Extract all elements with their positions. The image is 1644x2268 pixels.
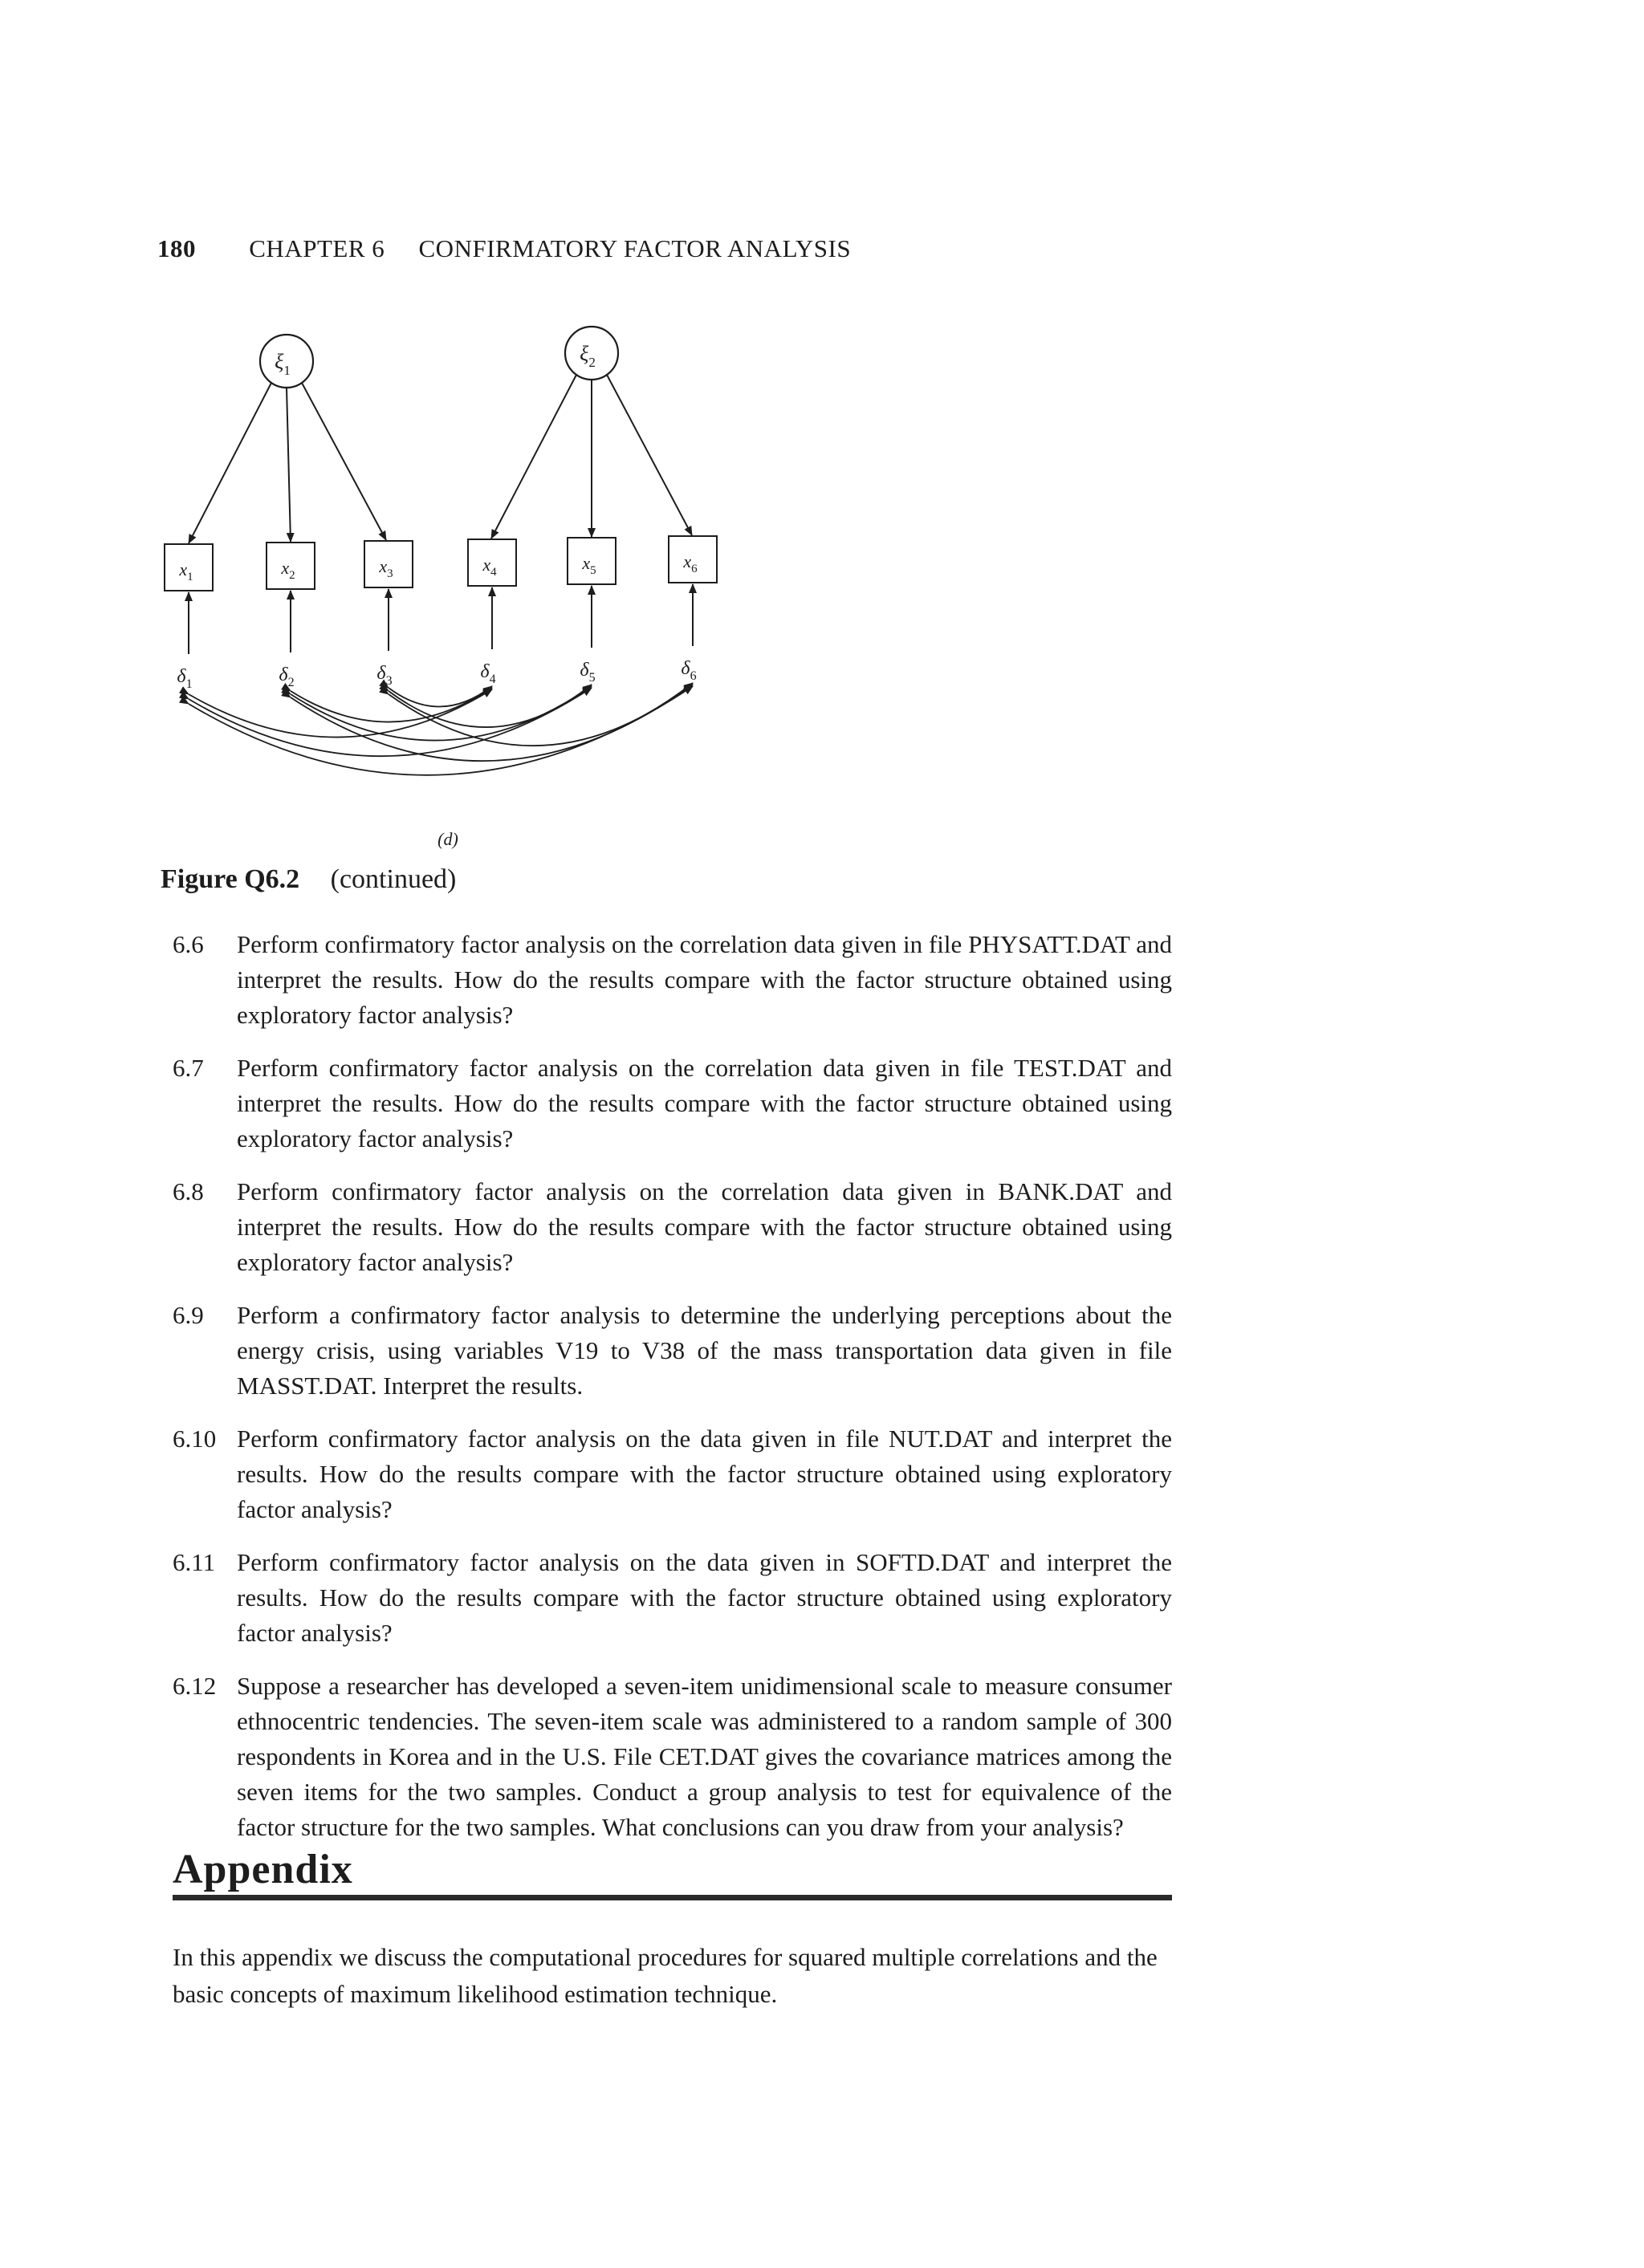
- error-delta-4: $\delta_4$: [480, 661, 496, 686]
- exercise-text: Perform a confirmatory factor analysis to determine the underlying perceptions about the energy crisis, using variables V19 to V38 of the mass transportation data given in file MASST.DAT. Interpret the results.: [237, 1301, 1172, 1400]
- exercise-item: [173, 1668, 1172, 1845]
- svg-text:ξ2: $\xi_2$: [580, 342, 596, 370]
- appendix-heading: Appendix: [173, 1847, 353, 1892]
- exercise-item: [173, 1174, 1172, 1280]
- exercise-text: Perform confirmatory factor analysis on the data given in SOFTD.DAT and interpret the results. How do the results compare with the factor structure obtained using exploratory factor analysis?: [237, 1548, 1172, 1647]
- exercise-number: 6.10: [173, 1425, 217, 1453]
- path-xi2-x4: [491, 375, 576, 539]
- loading-paths: [189, 375, 692, 543]
- path-xi2-x6: [607, 375, 692, 535]
- error-delta-6: $\delta_6$: [681, 658, 697, 683]
- svg-text:ξ1: $\xi_1$: [275, 350, 291, 378]
- error-paths: [189, 584, 693, 654]
- exercise-list: [173, 927, 1172, 1863]
- exercise-text: Perform confirmatory factor analysis on the correlation data given in file TEST.DAT and interpret the results. How do the results compare with the factor structure obtained using exploratory factor analysis?: [237, 1054, 1172, 1152]
- path-xi1-x1: [189, 383, 271, 543]
- arc-d3-d6: [389, 683, 693, 746]
- figure-caption: [161, 864, 456, 895]
- error-delta-3: $\delta_3$: [376, 663, 393, 688]
- appendix-intro: In this appendix we discuss the computational procedures for squared multiple correlations and the basic concepts of maximum likelihood estimation technique.: [173, 1943, 1158, 2008]
- exercise-item: [173, 927, 1172, 1033]
- figure-caption-text: (continued): [330, 864, 457, 894]
- svg-text:x1: $x_1$: [179, 559, 193, 583]
- exercise-number: 6.7: [173, 1054, 204, 1082]
- factor-xi-1: [260, 335, 313, 388]
- path-xi1-x2: [287, 388, 291, 542]
- indicator-x2: [267, 543, 315, 589]
- indicator-x3: [364, 541, 413, 587]
- arc-d1-d4: [189, 689, 492, 738]
- arc-d3-d4: [389, 686, 492, 707]
- exercise-item: [173, 1298, 1172, 1404]
- exercise-number: 6.9: [173, 1301, 204, 1329]
- error-delta-2: $\delta_2$: [279, 665, 295, 689]
- exercise-text: Perform confirmatory factor analysis on the correlation data given in file PHYSATT.DAT and interpret the results. How do the results compare with the factor structure obtained using exploratory factor analysis?: [237, 930, 1172, 1029]
- indicator-x5: [568, 538, 616, 584]
- svg-text:x6: $x_6$: [683, 551, 698, 575]
- exercise-number: 6.11: [173, 1548, 216, 1576]
- exercise-item: [173, 1051, 1172, 1156]
- indicator-x6: [669, 536, 717, 583]
- figure-panel-label: (d): [437, 829, 458, 849]
- error-delta-5: $\delta_5$: [580, 660, 596, 685]
- figure-label: Figure Q6.2: [161, 864, 300, 894]
- page-number: 180: [157, 234, 196, 262]
- svg-text:x5: $x_5$: [582, 553, 596, 577]
- indicator-x1: [165, 544, 213, 591]
- appendix-rule: [173, 1895, 1172, 1900]
- chapter-label: CHAPTER 6: [249, 234, 385, 262]
- exercise-text: Perform confirmatory factor analysis on the correlation data given in BANK.DAT and interpret the results. How do the results compare with the factor structure obtained using exploratory factor analysis?: [237, 1177, 1172, 1276]
- svg-text:x3: $x_3$: [379, 556, 393, 580]
- exercise-text: Perform confirmatory factor analysis on the data given in file NUT.DAT and interpret the results. How do the results compare with the factor structure obtained using exploratory factor analysis?: [237, 1425, 1172, 1523]
- factor-xi-2: [565, 327, 618, 380]
- exercise-item: [173, 1421, 1172, 1527]
- svg-text:x2: $x_2$: [281, 558, 295, 582]
- exercise-number: 6.8: [173, 1177, 204, 1205]
- exercise-item: [173, 1545, 1172, 1651]
- running-head: [157, 234, 851, 263]
- exercise-number: 6.6: [173, 930, 204, 958]
- svg-text:x4: $x_4$: [482, 555, 497, 579]
- path-xi1-x3: [302, 383, 386, 540]
- exercise-text: Suppose a researcher has developed a seven-item unidimensional scale to measure consumer ethnocentric tendencies. The seven-item scale was administered to a random sample of 300 respondents in Korea and in the U.S. File CET.DAT gives the covariance matrices among the seven items for the two samples. Conduct a group analysis to test for equivalence of the factor structure for the two samples. What conclusions can you draw from your analysis?: [237, 1672, 1172, 1841]
- chapter-title: CONFIRMATORY FACTOR ANALYSIS: [418, 234, 852, 262]
- arc-d2-d6: [291, 685, 693, 761]
- path-diagram: [153, 317, 763, 863]
- arc-d1-d6: [189, 686, 693, 775]
- error-covariance-arcs: [189, 683, 693, 775]
- indicator-x4: [468, 539, 516, 586]
- error-delta-1: $\delta_1$: [177, 666, 193, 691]
- exercise-number: 6.12: [173, 1672, 217, 1700]
